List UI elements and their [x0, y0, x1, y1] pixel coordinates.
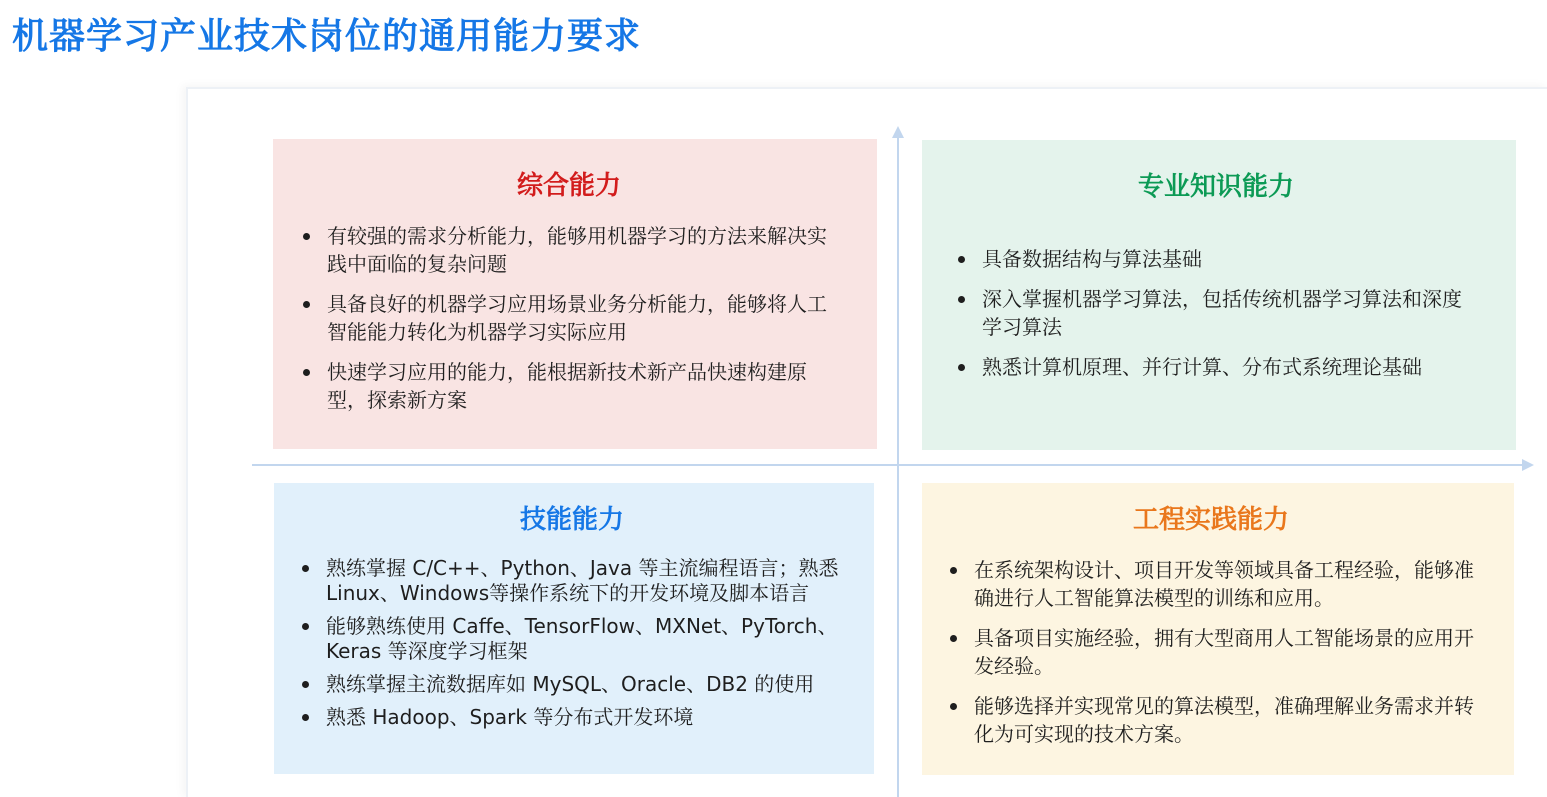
list-item: 熟练掌握 C/C++、Python、Java 等主流编程语言；熟悉 Linux、Windows等操作系统下的开发环境及脚本语言 — [300, 556, 844, 606]
quadrant-title: 工程实践能力 — [1132, 505, 1289, 535]
list-item: 熟悉 Hadoop、Spark 等分布式开发环境 — [300, 705, 844, 730]
quadrant-professional-knowledge — [922, 140, 1516, 450]
list-item: 具备良好的机器学习应用场景业务分析能力，能够将人工智能能力转化为机器学习实际应用 — [301, 290, 837, 346]
list-item: 有较强的需求分析能力，能够用机器学习的方法来解决实践中面临的复杂问题 — [301, 222, 837, 278]
quadrant-engineering-practice — [922, 483, 1514, 775]
list-item: 熟悉计算机原理、并行计算、分布式系统理论基础 — [956, 353, 1476, 381]
quadrant-title: 专业知识能力 — [1137, 172, 1294, 202]
list-item: 快速学习应用的能力，能根据新技术新产品快速构建原型，探索新方案 — [301, 358, 837, 414]
quadrant-general-ability — [273, 139, 877, 449]
list-item: 熟练掌握主流数据库如 MySQL、Oracle、DB2 的使用 — [300, 672, 844, 697]
up-arrow-icon — [892, 126, 904, 138]
bullet-list — [301, 222, 837, 414]
list-item: 深入掌握机器学习算法，包括传统机器学习算法和深度学习算法 — [956, 285, 1476, 341]
page-title: 机器学习产业技术岗位的通用能力要求 — [12, 16, 642, 57]
list-item: 具备项目实施经验，拥有大型商用人工智能场景的应用开发经验。 — [948, 624, 1474, 680]
list-item: 在系统架构设计、项目开发等领域具备工程经验，能够准确进行人工智能算法模型的训练和应用。 — [948, 556, 1474, 612]
bullet-list — [300, 556, 844, 730]
right-arrow-icon — [1522, 459, 1534, 471]
list-item: 具备数据结构与算法基础 — [956, 245, 1476, 273]
quadrant-skills — [274, 483, 874, 774]
bullet-list — [948, 556, 1474, 748]
list-item: 能够熟练使用 Caffe、TensorFlow、MXNet、PyTorch、Keras 等深度学习框架 — [300, 614, 844, 664]
quadrant-title: 技能能力 — [519, 505, 624, 535]
list-item: 能够选择并实现常见的算法模型，准确理解业务需求并转化为可实现的技术方案。 — [948, 692, 1474, 748]
bullet-list — [956, 245, 1476, 381]
quadrant-title: 综合能力 — [516, 171, 621, 201]
horizontal-axis — [252, 464, 1524, 466]
vertical-axis — [897, 138, 899, 797]
